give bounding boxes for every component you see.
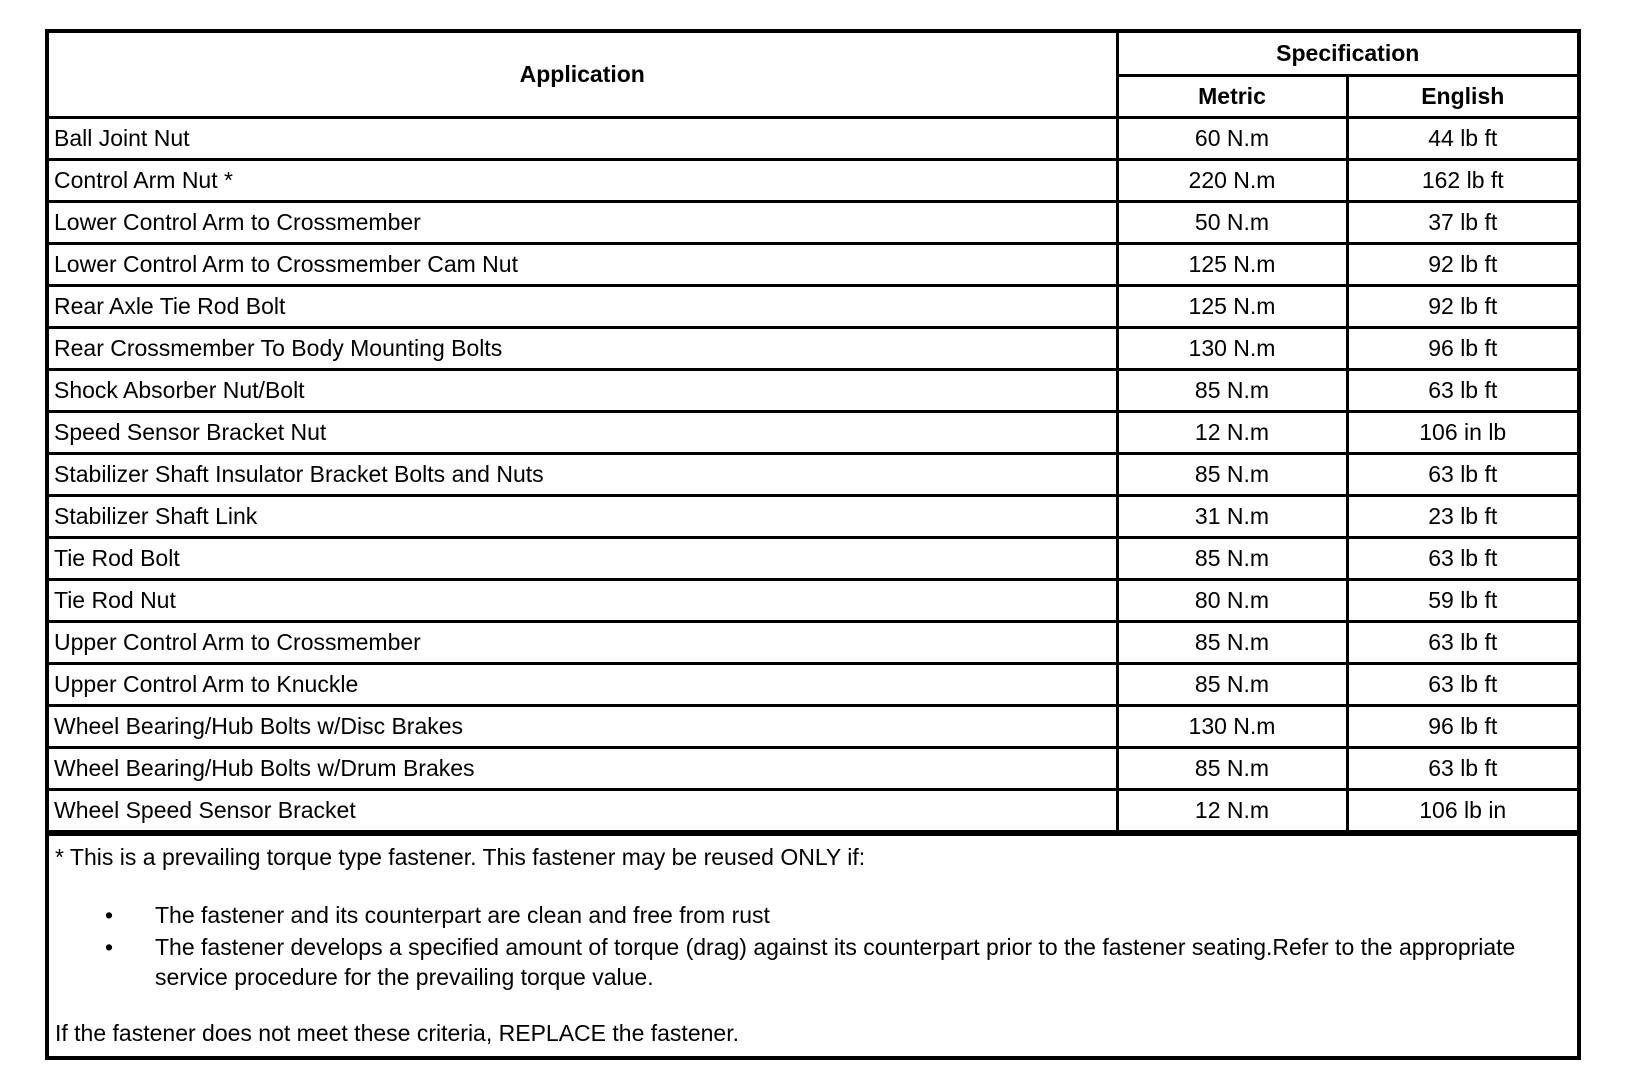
cell-english: 59 lb ft [1347, 579, 1577, 621]
cell-application: Upper Control Arm to Crossmember [49, 621, 1117, 663]
bullet-icon: • [105, 933, 114, 960]
table-row [49, 411, 1577, 453]
cell-english: 37 lb ft [1347, 201, 1577, 243]
cell-metric: 220 N.m [1117, 159, 1347, 201]
table-row [49, 579, 1577, 621]
cell-application: Stabilizer Shaft Link [49, 495, 1117, 537]
footnote-bullet-item [55, 932, 1571, 992]
cell-english: 92 lb ft [1347, 285, 1577, 327]
table-row [49, 453, 1577, 495]
table-row [49, 537, 1577, 579]
table-row [49, 789, 1577, 831]
footnote-bullet-text: The fastener develops a specified amount of torque (drag) against its counterpart prior to the fastener seating.Refer to the appropriate service procedure for the prevailing torque value. [155, 933, 1516, 990]
cell-english: 96 lb ft [1347, 327, 1577, 369]
cell-metric: 60 N.m [1117, 117, 1347, 159]
table-row [49, 327, 1577, 369]
footnote-bullet-text: The fastener and its counterpart are clean and free from rust [155, 901, 770, 928]
cell-metric: 50 N.m [1117, 201, 1347, 243]
cell-application: Rear Axle Tie Rod Bolt [49, 285, 1117, 327]
cell-english: 63 lb ft [1347, 537, 1577, 579]
table-row [49, 747, 1577, 789]
cell-application: Shock Absorber Nut/Bolt [49, 369, 1117, 411]
footnote-bullet-list [55, 900, 1571, 992]
table-row [49, 159, 1577, 201]
header-application: Application [49, 33, 1117, 117]
bullet-icon: • [105, 901, 114, 928]
cell-metric: 130 N.m [1117, 705, 1347, 747]
cell-application: Lower Control Arm to Crossmember Cam Nut [49, 243, 1117, 285]
cell-application: Lower Control Arm to Crossmember [49, 201, 1117, 243]
table-row [49, 243, 1577, 285]
cell-application: Stabilizer Shaft Insulator Bracket Bolts and Nuts [49, 453, 1117, 495]
table-row [49, 201, 1577, 243]
table-row [49, 369, 1577, 411]
table-row [49, 663, 1577, 705]
table-row [49, 117, 1577, 159]
cell-metric: 85 N.m [1117, 537, 1347, 579]
cell-english: 106 in lb [1347, 411, 1577, 453]
header-specification: Specification [1117, 33, 1577, 75]
cell-application: Tie Rod Nut [49, 579, 1117, 621]
cell-english: 44 lb ft [1347, 117, 1577, 159]
table-row [49, 285, 1577, 327]
header-english: English [1347, 75, 1577, 117]
cell-metric: 85 N.m [1117, 453, 1347, 495]
torque-spec-document [45, 29, 1581, 1060]
cell-application: Rear Crossmember To Body Mounting Bolts [49, 327, 1117, 369]
footnote-outro: If the fastener does not meet these criteria, REPLACE the fastener. [55, 1019, 739, 1046]
cell-english: 162 lb ft [1347, 159, 1577, 201]
footnote-bullet-item [55, 900, 1571, 930]
table-body [49, 117, 1577, 831]
cell-application: Wheel Speed Sensor Bracket [49, 789, 1117, 831]
cell-english: 63 lb ft [1347, 369, 1577, 411]
cell-application: Ball Joint Nut [49, 117, 1117, 159]
footnote [49, 833, 1577, 1056]
cell-english: 63 lb ft [1347, 747, 1577, 789]
cell-application: Control Arm Nut * [49, 159, 1117, 201]
cell-metric: 85 N.m [1117, 747, 1347, 789]
cell-metric: 80 N.m [1117, 579, 1347, 621]
cell-metric: 85 N.m [1117, 663, 1347, 705]
cell-application: Wheel Bearing/Hub Bolts w/Drum Brakes [49, 747, 1117, 789]
cell-metric: 12 N.m [1117, 411, 1347, 453]
cell-application: Wheel Bearing/Hub Bolts w/Disc Brakes [49, 705, 1117, 747]
cell-metric: 85 N.m [1117, 621, 1347, 663]
header-metric: Metric [1117, 75, 1347, 117]
cell-application: Upper Control Arm to Knuckle [49, 663, 1117, 705]
cell-english: 63 lb ft [1347, 621, 1577, 663]
footnote-intro: * This is a prevailing torque type fastener. This fastener may be reused ONLY if: [55, 843, 866, 870]
cell-english: 106 lb in [1347, 789, 1577, 831]
cell-metric: 31 N.m [1117, 495, 1347, 537]
cell-metric: 130 N.m [1117, 327, 1347, 369]
cell-metric: 125 N.m [1117, 285, 1347, 327]
cell-application: Tie Rod Bolt [49, 537, 1117, 579]
cell-english: 92 lb ft [1347, 243, 1577, 285]
cell-metric: 85 N.m [1117, 369, 1347, 411]
table-row [49, 705, 1577, 747]
cell-application: Speed Sensor Bracket Nut [49, 411, 1117, 453]
table-row [49, 621, 1577, 663]
cell-english: 96 lb ft [1347, 705, 1577, 747]
cell-metric: 125 N.m [1117, 243, 1347, 285]
cell-english: 63 lb ft [1347, 663, 1577, 705]
cell-english: 63 lb ft [1347, 453, 1577, 495]
cell-english: 23 lb ft [1347, 495, 1577, 537]
cell-metric: 12 N.m [1117, 789, 1347, 831]
torque-spec-table [49, 33, 1577, 833]
table-row [49, 495, 1577, 537]
